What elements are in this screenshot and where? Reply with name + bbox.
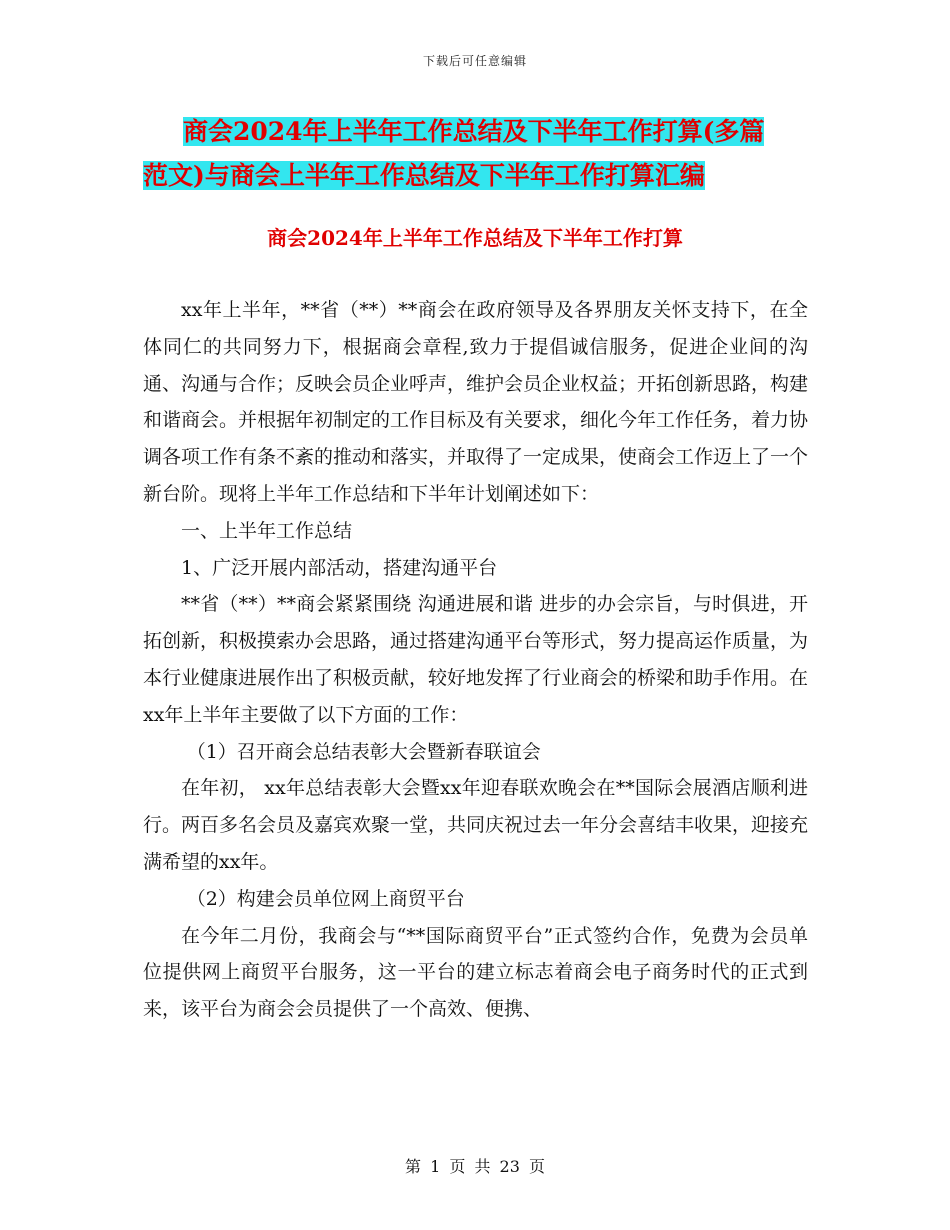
paragraph-purpose: **省（**）**商会紧紧围绕 沟通进展和谐 进步的办会宗旨，与时俱进，开拓创新，积极摸索办会思路，通过搭建沟通平台等形式，努力提高运作质量，为本行业健康进展作出了积极贡献，较好地发挥了行业商会的桥梁和助手作用。在xx年上半年主要做了以下方面的工作： (143, 593, 809, 726)
page-header-note: 下载后可任意编辑 (422, 54, 527, 68)
section-title: 商会2024年上半年工作总结及下半年工作打算 (267, 226, 683, 250)
paragraph-trade-platform: 在今年二月份，我商会与“**国际商贸平台”正式签约合作，免费为会员单位提供网上商贸平台服务，这一平台的建立标志着商会电子商务时代的正式到来，该平台为商会会员提供了一个高效、便携、 (143, 924, 808, 1021)
page-number: 第 1 页 共 23 页 (405, 1157, 545, 1176)
document-body (143, 292, 808, 1028)
title-highlight-1: 商会2024年上半年工作总结及下半年工作打算(多篇 (183, 117, 765, 146)
heading-first-half-summary: 一、上半年工作总结 (181, 519, 353, 542)
document-title-line-2 (143, 154, 808, 198)
paragraph-intro: xx年上半年，**省（**）**商会在政府领导及各界朋友关怀支持下，在全体同仁的共同努力下，根据商会章程,致力于提倡诚信服务，促进企业间的沟通、沟通与合作；反映会员企业呼声，维护会员企业权益；开拓创新思路，构建和谐商会。并根据年初制定的工作目标及有关要求，细化今年工作任务，着力协调各项工作有条不紊的推动和落实，并取得了一定成果，使商会工作迈上了一个新台阶。现将上半年工作总结和下半年计划阐述如下： (143, 299, 809, 505)
subheading-annual-meeting: （1）召开商会总结表彰大会暨新春联谊会 (186, 740, 541, 763)
title-highlight-2: 范文)与商会上半年工作总结及下半年工作打算汇编 (143, 161, 705, 190)
document-title (143, 110, 808, 198)
heading-internal-activities: 1、广泛开展内部活动，搭建沟通平台 (181, 556, 498, 579)
paragraph-annual-meeting: 在年初， xx年总结表彰大会暨xx年迎春联欢晚会在**国际会展酒店顺利进行。两百多名会员及嘉宾欢聚一堂，共同庆祝过去一年分会喜结丰收果，迎接充满希望的xx年。 (143, 777, 809, 873)
subheading-trade-platform: （2）构建会员单位网上商贸平台 (186, 887, 465, 910)
document-title-line-1 (143, 110, 808, 154)
